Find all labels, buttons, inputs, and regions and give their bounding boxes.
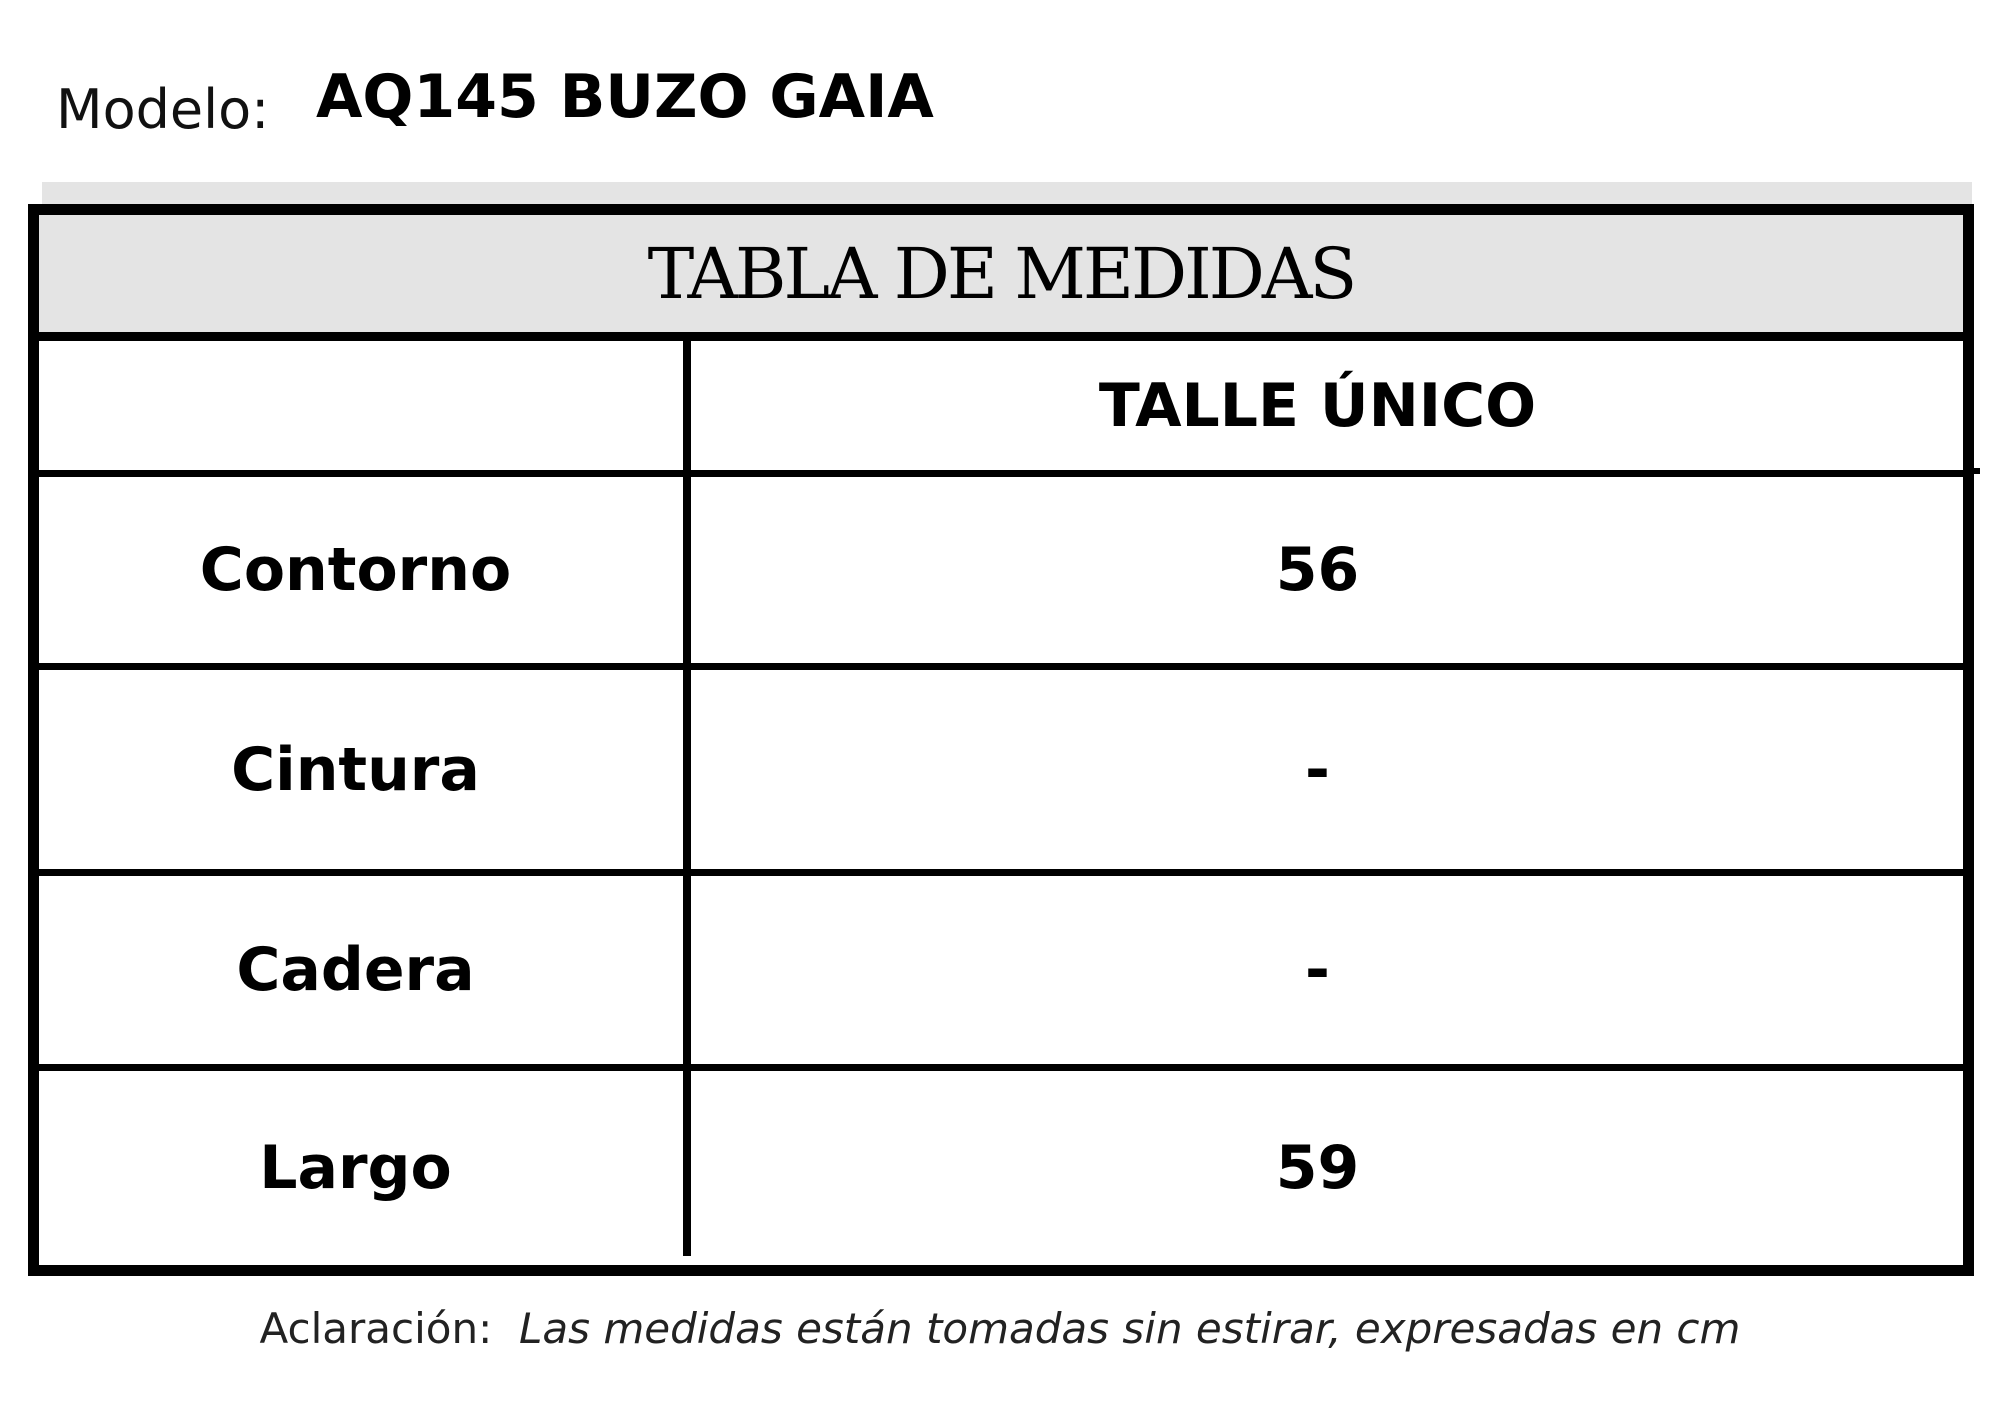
table-title: TABLA DE MEDIDAS (647, 232, 1355, 315)
header-empty-cell (39, 341, 672, 470)
table-row-cadera (39, 876, 1963, 1071)
border-tick-mark (1966, 468, 1980, 474)
note-text: Las medidas están tomadas sin estirar, expresadas en cm (518, 1304, 1741, 1353)
column-divider (683, 341, 691, 1256)
row-label: Largo (259, 1133, 452, 1203)
row-value: - (1305, 734, 1330, 805)
table-row-contorno (39, 477, 1963, 670)
row-value: 56 (1275, 535, 1360, 605)
model-value: AQ145 BUZO GAIA (316, 62, 934, 132)
header-shadow-strip (42, 182, 1972, 204)
size-column-header: TALLE ÚNICO (1098, 370, 1537, 441)
footer-note (0, 1304, 2000, 1353)
note-label: Aclaración: (259, 1304, 493, 1353)
table-header-row (39, 341, 1963, 477)
model-label: Modelo: (56, 78, 270, 141)
row-label: Cintura (231, 734, 480, 805)
row-label: Cadera (236, 935, 475, 1005)
table-row-cintura (39, 670, 1963, 876)
row-value: - (1305, 935, 1330, 1005)
row-label: Contorno (199, 535, 512, 605)
measurements-table (28, 204, 1974, 1276)
table-title-bar (39, 215, 1963, 341)
table-row-largo (39, 1071, 1963, 1265)
row-value: 59 (1275, 1133, 1360, 1203)
